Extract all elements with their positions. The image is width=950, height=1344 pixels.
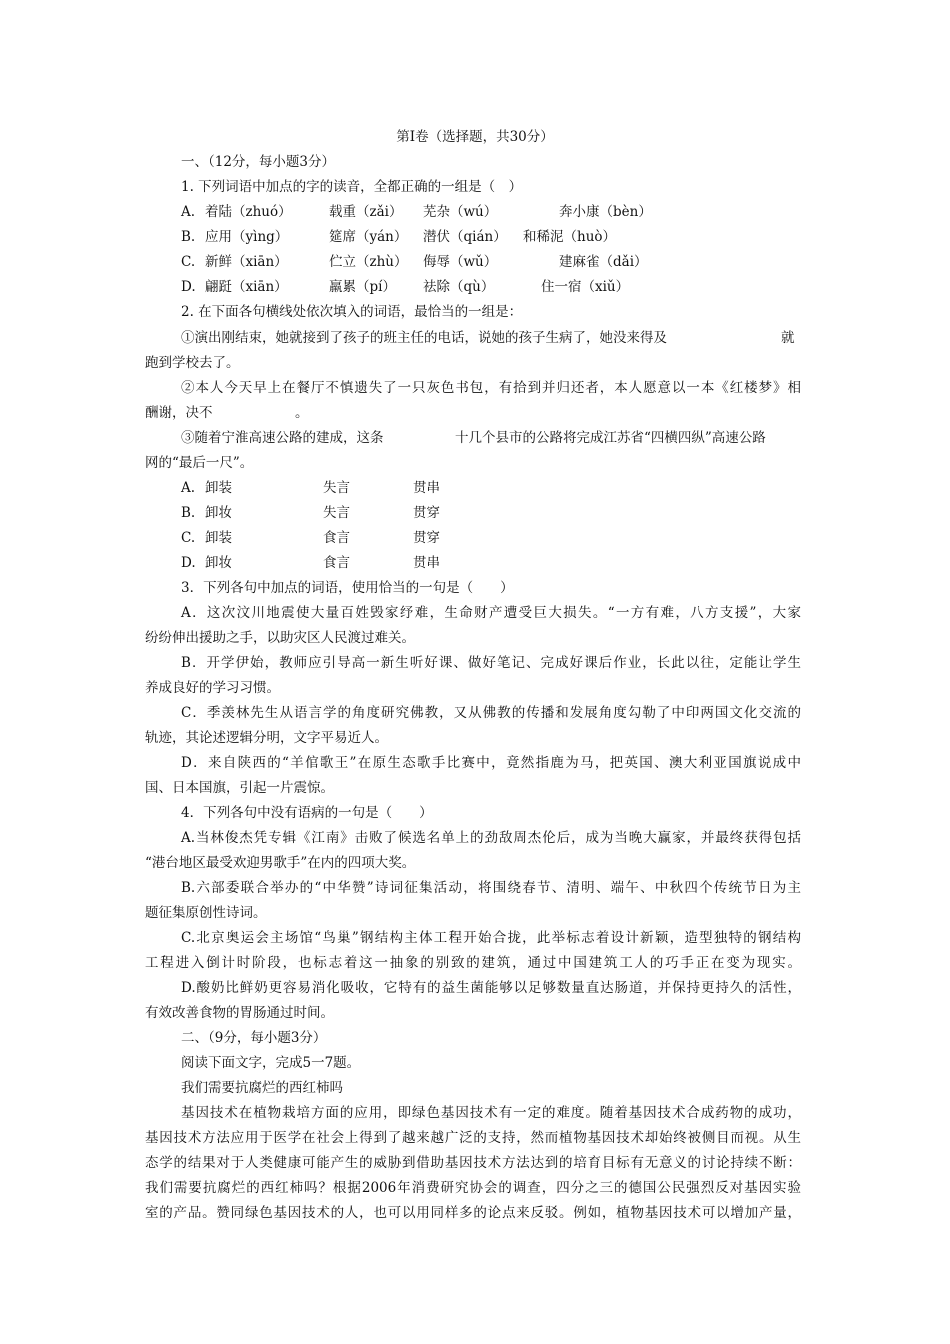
option-word: 和稀泥（huò） (523, 229, 617, 245)
option-word: 食言 (323, 555, 350, 571)
q2-sentence-1-cont: 跑到学校去了。 (145, 355, 240, 371)
option-word: 芜杂（wú） (423, 204, 498, 220)
option-word: 贯串 (413, 555, 440, 571)
option-letter: B. (181, 229, 196, 245)
q4-option-b-cont: 题征集原创性诗词。 (145, 905, 267, 921)
q2-option-c[interactable] (181, 529, 440, 547)
option-word: 羸累（pí） (329, 279, 396, 295)
option-word: 祛除（qù） (423, 279, 495, 295)
part-title: 第Ⅰ卷（选择题，共30分） (396, 129, 554, 145)
q4-option-c[interactable]: C.北京奥运会主场馆“鸟巢”钢结构主体工程开始合拢，此举标志着设计新颖，造型独特的钢结构 (181, 930, 801, 946)
q2-option-b[interactable] (181, 504, 440, 522)
q4-option-b[interactable]: B.六部委联合举办的“中华赞”诗词征集活动，将围绕春节、清明、端午、中秋四个传统节日为主 (181, 880, 801, 896)
q2-sentence-3: ③随着宁淮高速公路的建成，这条 (181, 430, 384, 446)
option-word: 食言 (323, 530, 350, 546)
option-word: 着陆（zhuó） (205, 204, 292, 220)
q2-option-d[interactable] (181, 554, 440, 572)
q3-option-b[interactable]: B．开学伊始，教师应引导高一新生听好课、做好笔记、完成好课后作业，长此以往，定能让学生 (181, 655, 801, 671)
q3-option-c-cont: 轨迹，其论述逻辑分明，文字平易近人。 (145, 730, 388, 746)
option-word: 住一宿（xiǔ） (541, 279, 630, 295)
q2-option-a[interactable] (181, 479, 440, 497)
sentence-text: ①演出刚结束，她就接到了孩子的班主任的电话，说她的孩子生病了，她没来得及 (181, 330, 667, 346)
option-word: 建麻雀（dǎi） (559, 254, 648, 270)
q1-option-a[interactable] (181, 203, 652, 221)
q2-sentence-3-b: 十几个县市的公路将完成江苏省“四横四纵”高速公路 (455, 430, 766, 446)
option-word: 筵席（yán） (329, 229, 408, 245)
q1-option-d[interactable] (181, 278, 629, 296)
option-letter: D. (181, 279, 196, 295)
q4-stem: 4．下列各句中没有语病的一句是（ ） (181, 805, 433, 821)
article-line: 态学的结果对于人类健康可能产生的威胁到借助基因技术方法达到的培育目标有无意义的讨论持续不断： (145, 1155, 801, 1171)
q3-option-a[interactable]: A．这次汶川地震使大量百姓毁家纾难，生命财产遭受巨大损失。“一方有难，八方支援”，大家 (181, 605, 801, 621)
q1-option-b[interactable] (181, 228, 616, 246)
article-line: 我们需要抗腐烂的西红柿吗？根据2006年消费研究协会的调查，四分之三的德国公民强烈反对基因实验 (145, 1180, 801, 1196)
q2-sentence-2-cont: 酬谢，决不 (145, 405, 213, 421)
option-word: 新鲜（xiān） (205, 254, 288, 270)
q4-option-c-cont: 工程进入倒计时阶段，也标志着这一抽象的别致的建筑，通过中国建筑工人的巧手正在变为现实。 (145, 955, 801, 971)
option-word: 奔小康（bèn） (559, 204, 652, 220)
q4-option-d-cont: 有效改善食物的胃肠通过时间。 (145, 1005, 334, 1021)
option-word: 贯串 (413, 480, 440, 496)
option-letter: C. (181, 254, 196, 270)
option-letter: A. (181, 480, 196, 496)
option-word: 贯穿 (413, 505, 440, 521)
option-letter: D. (181, 555, 196, 571)
option-letter: A. (181, 204, 196, 220)
option-word: 侮辱（wǔ） (423, 254, 498, 270)
q2-sentence-2-end: 。 (295, 405, 309, 421)
q2-sentence-1 (181, 329, 667, 347)
article-line: 基因技术方法应用于医学在社会上得到了越来越广泛的支持，然而植物基因技术却始终被侧目而视。从生 (145, 1130, 801, 1146)
q1-stem: 1. 下列词语中加点的字的读音，全都正确的一组是（ ） (181, 179, 523, 195)
q3-stem: 3．下列各句中加点的词语，使用恰当的一句是（ ） (181, 580, 514, 596)
q2-sentence-1-tail: 就 (781, 330, 795, 346)
option-word: 翩跹（xiān） (205, 279, 288, 295)
q2-sentence-3-cont: 网的“最后一尺”。 (145, 455, 254, 471)
q3-option-c[interactable]: C．季羡林先生从语言学的角度研究佛教，又从佛教的传播和发展角度勾勒了中印两国文化交流的 (181, 705, 801, 721)
option-word: 卸装 (205, 480, 232, 496)
article-title: 我们需要抗腐烂的西红柿吗 (181, 1080, 343, 1096)
option-word: 伫立（zhù） (329, 254, 408, 270)
option-word: 应用（yìng） (205, 229, 289, 245)
option-word: 贯穿 (413, 530, 440, 546)
section-1-header: 一、（12分，每小题3分） (181, 154, 336, 170)
option-word: 失言 (323, 505, 350, 521)
article-line: 基因技术在植物栽培方面的应用，即绿色基因技术有一定的难度。随着基因技术合成药物的成功， (181, 1105, 801, 1121)
option-word: 卸妆 (205, 555, 232, 571)
q3-option-b-cont: 养成良好的学习习惯。 (145, 680, 280, 696)
q1-option-c[interactable] (181, 253, 648, 271)
q2-stem: 2. 在下面各句横线处依次填入的词语，最恰当的一组是： (181, 304, 523, 320)
section-2-header: 二、（9分，每小题3分） (181, 1030, 327, 1046)
q3-option-d-cont: 国、日本国旗，引起一片震惊。 (145, 780, 334, 796)
option-word: 卸装 (205, 530, 232, 546)
option-word: 失言 (323, 480, 350, 496)
q2-sentence-2: ②本人今天早上在餐厅不慎遗失了一只灰色书包，有拾到并归还者，本人愿意以一本《红楼梦》相 (181, 380, 801, 396)
q3-option-a-cont: 纷纷伸出援助之手，以助灾区人民渡过难关。 (145, 630, 415, 646)
q4-option-a[interactable]: A.当林俊杰凭专辑《江南》击败了候选名单上的劲敌周杰伦后，成为当晚大赢家，并最终获得包括 (181, 830, 801, 846)
reading-instruction: 阅读下面文字，完成5一7题。 (181, 1055, 361, 1071)
q3-option-d[interactable]: D．来自陕西的“羊倌歌王”在原生态歌手比赛中，竟然指鹿为马，把英国、澳大利亚国旗说成中 (181, 755, 801, 771)
article-line: 室的产品。赞同绿色基因技术的人，也可以用同样多的论点来反驳。例如，植物基因技术可以增加产量， (145, 1205, 801, 1221)
option-word: 潜伏（qián） (423, 229, 507, 245)
option-word: 卸妆 (205, 505, 232, 521)
q4-option-d[interactable]: D.酸奶比鲜奶更容易消化吸收，它特有的益生菌能够以足够数量直达肠道，并保持更持久的活性， (181, 980, 801, 996)
q4-option-a-cont: “港台地区最受欢迎男歌手”在内的四项大奖。 (145, 855, 416, 871)
option-letter: B. (181, 505, 196, 521)
option-word: 载重（zǎi） (329, 204, 403, 220)
option-letter: C. (181, 530, 196, 546)
